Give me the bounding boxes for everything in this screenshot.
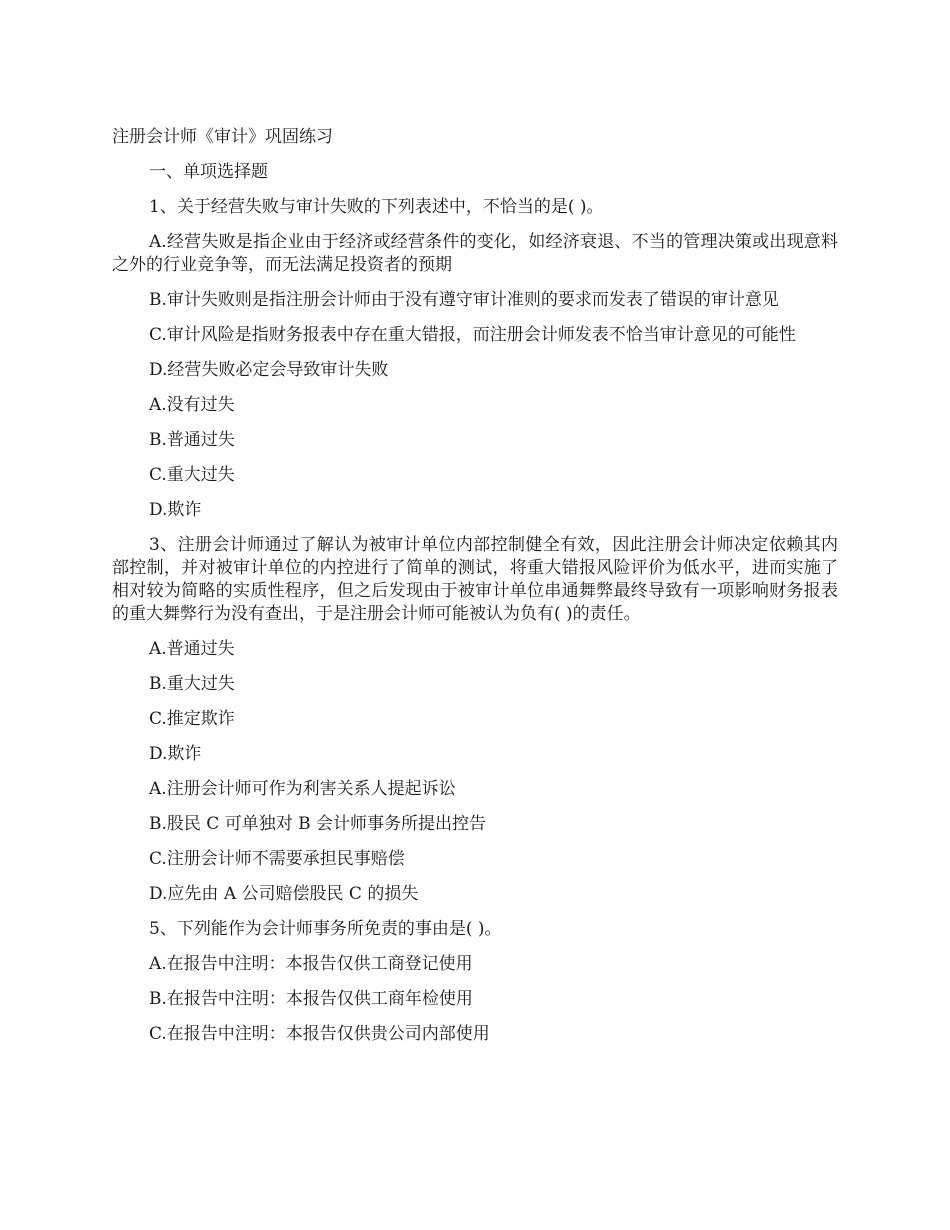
question-4-option-a: A.注册会计师可作为利害关系人提起诉讼 xyxy=(149,779,456,799)
document-title: 注册会计师《审计》巩固练习 xyxy=(112,127,333,147)
question-4-option-b: B.股民 C 可单独对 B 会计师事务所提出控告 xyxy=(149,814,487,834)
question-3: 3、注册会计师通过了解认为被审计单位内部控制健全有效，因此注册会计师决定依赖其内部控制，并对被审计单位的内控进行了简单的测试，将重大错报风险评价为低水平，进而实施了相对较为简略的实质性程序，但之后发现由于被审计单位串通舞弊最终导致有一项影响财务报表的重大舞弊行为没有查出，于是注册会计师可能被认为负有( )的责任。 xyxy=(112,535,838,624)
question-2-option-c: C.重大过失 xyxy=(149,465,235,485)
question-4-option-c: C.注册会计师不需要承担民事赔偿 xyxy=(149,849,405,869)
question-3-option-b: B.重大过失 xyxy=(149,674,235,694)
question-1-option-d: D.经营失败必定会导致审计失败 xyxy=(149,360,389,380)
question-5-option-c: C.在报告中注明：本报告仅供贵公司内部使用 xyxy=(149,1024,490,1044)
question-5-option-b: B.在报告中注明：本报告仅供工商年检使用 xyxy=(149,989,473,1009)
document-page xyxy=(112,126,838,1058)
question-3-option-c: C.推定欺诈 xyxy=(149,709,235,729)
section-heading: 一、单项选择题 xyxy=(149,162,268,182)
question-1-option-a: A.经营失败是指企业由于经济或经营条件的变化，如经济衰退、不当的管理决策或出现意料之外的行业竞争等，而无法满足投资者的预期 xyxy=(112,232,838,275)
question-2-option-b: B.普通过失 xyxy=(149,430,235,450)
question-1-option-b: B.审计失败则是指注册会计师由于没有遵守审计准则的要求而发表了错误的审计意见 xyxy=(149,290,779,310)
question-3-option-a: A.普通过失 xyxy=(149,639,235,659)
question-4-option-d: D.应先由 A 公司赔偿股民 C 的损失 xyxy=(149,884,419,904)
question-2-option-d: D.欺诈 xyxy=(149,500,202,520)
question-1: 1、关于经营失败与审计失败的下列表述中，不恰当的是( )。 xyxy=(149,197,604,217)
question-5-option-a: A.在报告中注明：本报告仅供工商登记使用 xyxy=(149,954,473,974)
question-2-option-a: A.没有过失 xyxy=(149,395,235,415)
question-5: 5、下列能作为会计师事务所免责的事由是( )。 xyxy=(149,919,502,939)
question-3-option-d: D.欺诈 xyxy=(149,744,202,764)
question-1-option-c: C.审计风险是指财务报表中存在重大错报，而注册会计师发表不恰当审计意见的可能性 xyxy=(149,325,796,345)
